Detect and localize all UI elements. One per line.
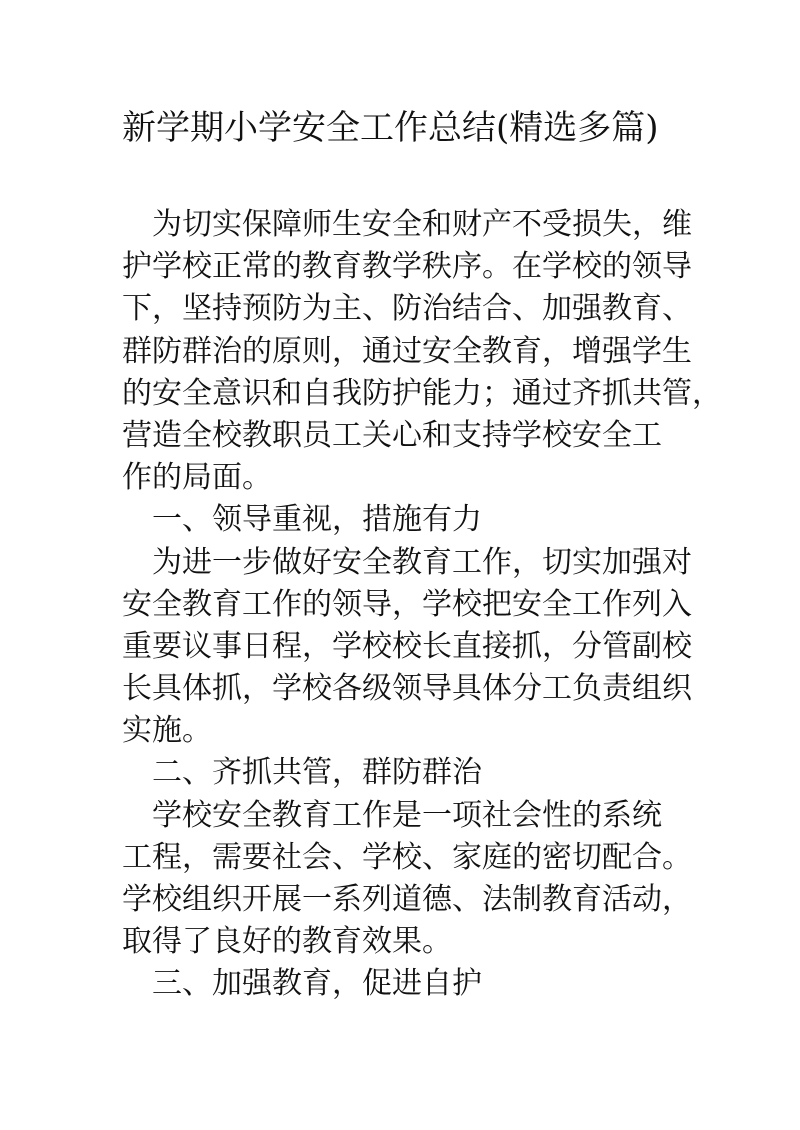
text-line: 长具体抓，学校各级领导具体分工负责组织 — [122, 671, 692, 707]
text-line: 为进一步做好安全教育工作，切实加强对 — [152, 544, 692, 580]
text-line: 二、齐抓共管，群防群治 — [152, 755, 482, 791]
text-line: 护学校正常的教育教学秩序。在学校的领导 — [122, 249, 692, 285]
text-line: 取得了良好的教育效果。 — [122, 924, 452, 960]
text-line: 实施。 — [122, 713, 212, 749]
text-line: 安全教育工作的领导，学校把安全工作列入 — [122, 586, 692, 622]
text-line: 工程，需要社会、学校、家庭的密切配合。 — [122, 839, 692, 875]
text-line: 三、加强教育，促进自护 — [152, 966, 482, 1002]
text-line: 群防群治的原则，通过安全教育，增强学生 — [122, 333, 692, 369]
document-body — [122, 204, 722, 1006]
text-line: 下，坚持预防为主、防治结合、加强教育、 — [122, 291, 692, 327]
text-line: 学校安全教育工作是一项社会性的系统 — [152, 797, 662, 833]
text-line: 学校组织开展一系列道德、法制教育活动， — [122, 882, 692, 917]
text-line: 重要议事日程，学校校长直接抓，分管副校 — [122, 628, 692, 664]
text-line: 一、领导重视，措施有力 — [152, 502, 482, 538]
document-title: 新学期小学安全工作总结(精选多篇) — [122, 108, 659, 148]
text-line: 作的局面。 — [122, 460, 272, 496]
text-line: 为切实保障师生安全和财产不受损失，维 — [152, 207, 692, 242]
text-line: 营造全校教职员工关心和支持学校安全工 — [122, 417, 662, 453]
text-line: 的安全意识和自我防护能力；通过齐抓共管， — [122, 375, 722, 411]
